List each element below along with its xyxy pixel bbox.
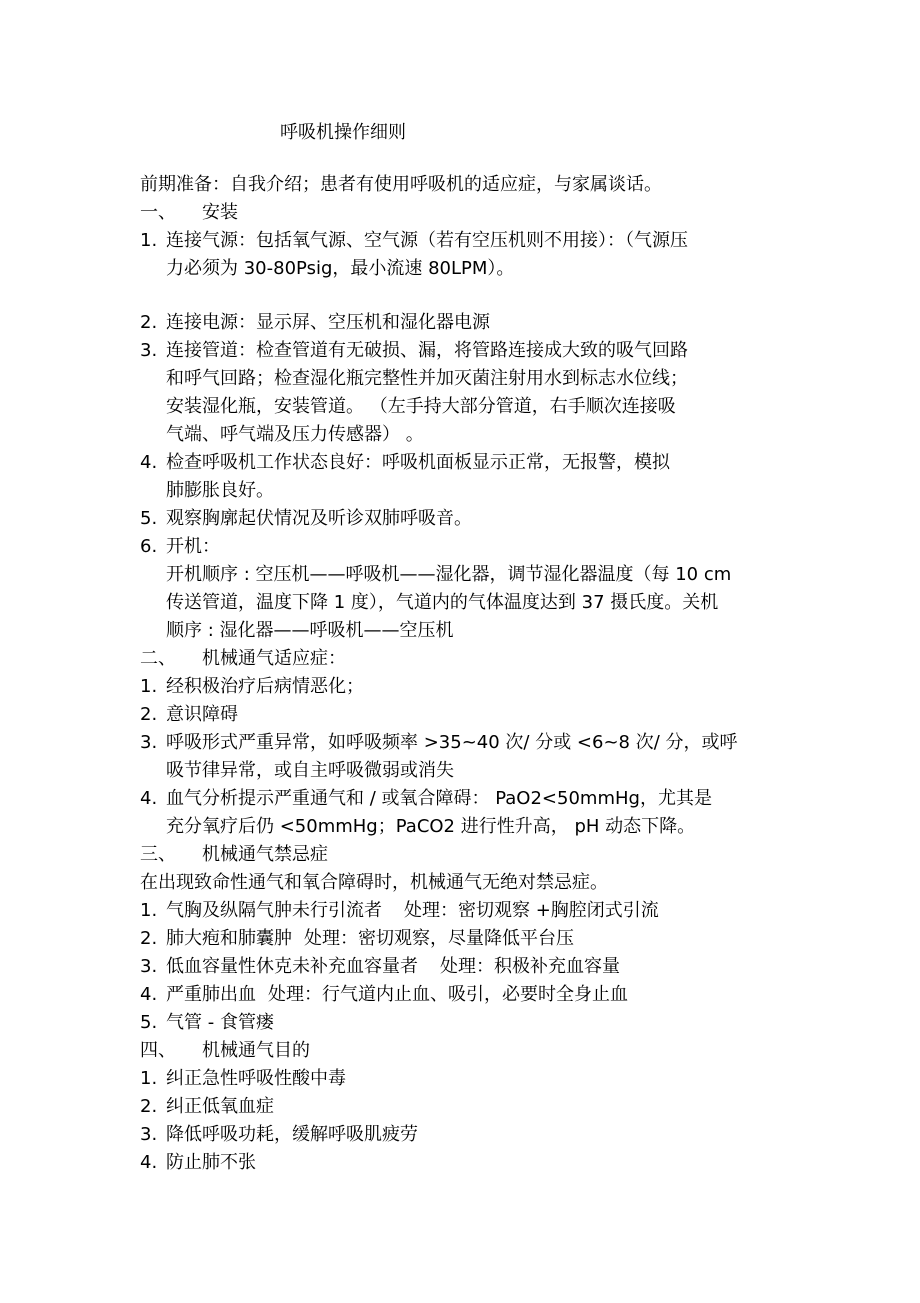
item-text-continued: 安装湿化瓶，安装管道。 （左手持大部分管道，右手顺次连接吸 xyxy=(166,396,676,417)
item-number: 2. xyxy=(140,312,158,333)
list-item xyxy=(140,673,800,701)
list-item xyxy=(140,897,800,925)
list-item xyxy=(140,701,800,729)
item-text-continued: 吸节律异常，或自主呼吸微弱或消失 xyxy=(166,760,454,781)
section-title: 安装 xyxy=(202,202,238,223)
item-treatment: 处理：行气道内止血、吸引，必要时全身止血 xyxy=(268,984,628,1005)
item-text: 气管 - 食管瘘 xyxy=(166,1012,274,1033)
item-number: 5. xyxy=(140,508,158,529)
document-body xyxy=(140,171,800,1177)
item-number: 3. xyxy=(140,956,158,977)
section-number: 三、 xyxy=(140,844,176,865)
item-text-continued: 充分氧疗后仍 <50mmHg；PaCO2 进行性升高， pH 动态下降。 xyxy=(166,816,696,837)
item-text-continued: 传送管道，温度下降 1 度），气道内的气体温度达到 37 摄氏度。关机 xyxy=(166,592,719,613)
item-number: 2. xyxy=(140,1096,158,1117)
item-number: 3. xyxy=(140,732,158,753)
list-item xyxy=(140,925,800,953)
section-heading-contraindications xyxy=(140,841,800,869)
item-number: 1. xyxy=(140,230,158,251)
list-item xyxy=(140,981,800,1009)
section-heading-install xyxy=(140,199,800,227)
item-text-continued: 顺序 : 湿化器——呼吸机——空压机 xyxy=(166,620,454,641)
list-item xyxy=(140,1009,800,1037)
section-heading-goals xyxy=(140,1037,800,1065)
list-item xyxy=(140,1093,800,1121)
item-text: 观察胸廓起伏情况及听诊双肺呼吸音。 xyxy=(166,508,472,529)
item-number: 6. xyxy=(140,536,158,557)
item-treatment: 处理：密切观察 +胸腔闭式引流 xyxy=(404,900,659,921)
item-number: 2. xyxy=(140,704,158,725)
item-text: 防止肺不张 xyxy=(166,1152,256,1173)
item-number: 2. xyxy=(140,928,158,949)
item-text: 意识障碍 xyxy=(166,704,238,725)
item-text-continued: 气端、呼气端及压力传感器） 。 xyxy=(166,424,424,445)
list-item xyxy=(140,953,800,981)
item-number: 1. xyxy=(140,676,158,697)
item-text: 经积极治疗后病情恶化； xyxy=(166,676,364,697)
section-number: 一、 xyxy=(140,202,176,223)
item-text: 检查呼吸机工作状态良好：呼吸机面板显示正常，无报警，模拟 xyxy=(166,452,670,473)
section-number: 二、 xyxy=(140,648,176,669)
item-text: 连接管道：检查管道有无破损、漏，将管路连接成大致的吸气回路 xyxy=(166,340,688,361)
item-treatment: 处理：密切观察，尽量降低平台压 xyxy=(304,928,574,949)
item-number: 4. xyxy=(140,452,158,473)
item-text-continued: 力必须为 30-80Psig，最小流速 80LPM）。 xyxy=(166,258,515,279)
item-text: 连接电源：显示屏、空压机和湿化器电源 xyxy=(166,312,490,333)
item-number: 4. xyxy=(140,1152,158,1173)
list-item xyxy=(140,533,800,561)
list-item xyxy=(140,309,800,337)
item-text: 严重肺出血 xyxy=(166,984,256,1005)
item-text: 低血容量性休克未补充血容量者 xyxy=(166,956,418,977)
item-text: 气胸及纵隔气肿未行引流者 xyxy=(166,900,382,921)
item-text: 降低呼吸功耗，缓解呼吸肌疲劳 xyxy=(166,1124,418,1145)
item-text: 呼吸形式严重异常，如呼吸频率 >35~40 次/ 分或 <6~8 次/ 分，或呼 xyxy=(166,732,738,753)
list-item xyxy=(140,505,800,533)
list-item xyxy=(140,729,800,757)
section-title: 机械通气禁忌症 xyxy=(202,844,328,865)
item-treatment: 处理：积极补充血容量 xyxy=(440,956,620,977)
list-item xyxy=(140,785,800,813)
item-number: 4. xyxy=(140,788,158,809)
item-text: 纠正低氧血症 xyxy=(166,1096,274,1117)
item-text: 连接气源：包括氧气源、空气源（若有空压机则不用接）：（气源压 xyxy=(166,230,688,251)
list-item xyxy=(140,227,800,255)
item-number: 4. xyxy=(140,984,158,1005)
list-item xyxy=(140,337,800,365)
item-text: 血气分析提示严重通气和 / 或氧合障碍： PaO2<50mmHg，尤其是 xyxy=(166,788,712,809)
section-intro: 在出现致命性通气和氧合障碍时，机械通气无绝对禁忌症。 xyxy=(140,872,608,893)
section-number: 四、 xyxy=(140,1040,176,1061)
item-number: 5. xyxy=(140,1012,158,1033)
item-text: 肺大疱和肺囊肿 xyxy=(166,928,292,949)
item-text: 纠正急性呼吸性酸中毒 xyxy=(166,1068,346,1089)
list-item xyxy=(140,449,800,477)
item-number: 1. xyxy=(140,1068,158,1089)
intro-paragraph: 前期准备：自我介绍；患者有使用呼吸机的适应症，与家属谈话。 xyxy=(140,174,662,195)
list-item xyxy=(140,1121,800,1149)
list-item xyxy=(140,1065,800,1093)
document-title: 呼吸机操作细则 xyxy=(280,122,406,143)
section-title: 机械通气适应症： xyxy=(202,648,346,669)
section-title: 机械通气目的 xyxy=(202,1040,310,1061)
item-text-continued: 开机顺序 : 空压机——呼吸机——湿化器，调节湿化器温度（每 10 cm xyxy=(166,564,732,585)
item-text: 开机： xyxy=(166,536,220,557)
item-number: 1. xyxy=(140,900,158,921)
section-heading-indications xyxy=(140,645,800,673)
item-number: 3. xyxy=(140,340,158,361)
item-text-continued: 和呼气回路；检查湿化瓶完整性并加灭菌注射用水到标志水位线； xyxy=(166,368,688,389)
item-text-continued: 肺膨胀良好。 xyxy=(166,480,274,501)
item-number: 3. xyxy=(140,1124,158,1145)
list-item xyxy=(140,1149,800,1177)
